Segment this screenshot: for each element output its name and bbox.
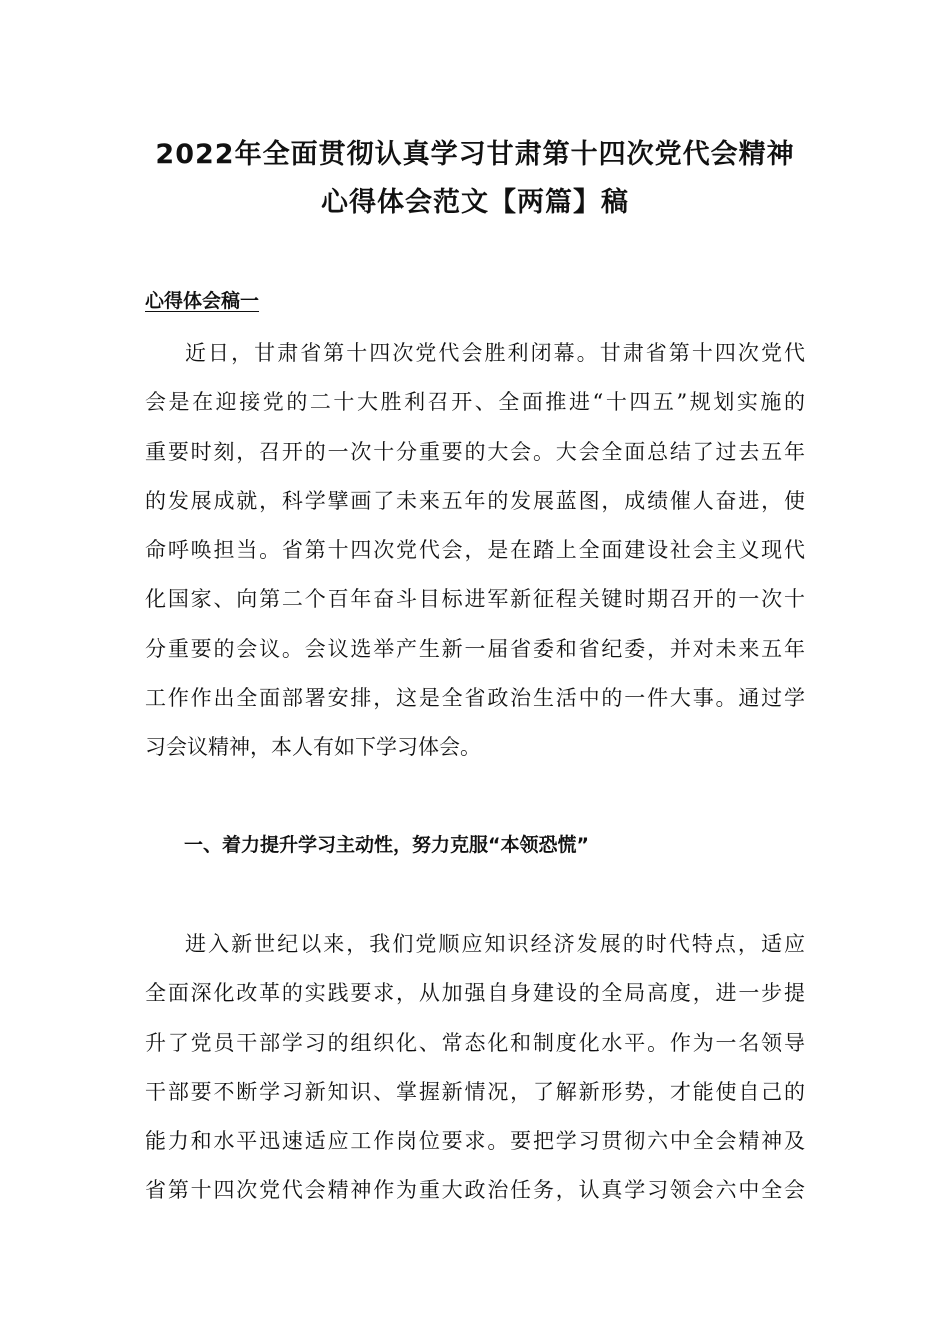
paragraph-line: 进入新世纪以来，我们党顺应知识经济发展的时代特点，适应 (185, 932, 805, 956)
paragraph-line: 省第十四次党代会精神作为重大政治任务，认真学习领会六中全会 (145, 1178, 805, 1203)
document-title-line-2: 心得体会范文【两篇】稿 (321, 187, 629, 218)
paragraph-line: 的发展成就，科学擘画了未来五年的发展蓝图，成绩催人奋进，使 (145, 488, 805, 513)
section-label: 心得体会稿一 (145, 290, 260, 312)
section-heading-1: 一、着力提升学习主动性，努力克服“本领恐慌” (184, 834, 589, 856)
paragraph-line: 全面深化改革的实践要求，从加强自身建设的全局高度，进一步提 (145, 981, 805, 1006)
paragraph-line: 近日，甘肃省第十四次党代会胜利闭幕。甘肃省第十四次党代 (185, 341, 805, 365)
paragraph-line: 习会议精神，本人有如下学习体会。 (145, 735, 481, 760)
paragraph-2 (145, 920, 805, 1216)
document-title-line-1: 2022年全面贯彻认真学习甘肃第十四次党代会精神 (155, 139, 795, 170)
paragraph-line: 工作作出全面部署安排，这是全省政治生活中的一件大事。通过学 (145, 686, 805, 711)
paragraph-line: 会是在迎接党的二十大胜利召开、全面推进“十四五”规划实施的 (145, 390, 805, 415)
paragraph-line: 命呼唤担当。省第十四次党代会，是在踏上全面建设社会主义现代 (145, 538, 805, 563)
paragraph-line: 干部要不断学习新知识、掌握新情况，了解新形势，才能使自己的 (145, 1079, 805, 1104)
paragraph-1 (145, 329, 805, 773)
paragraph-line: 能力和水平迅速适应工作岗位要求。要把学习贯彻六中全会精神及 (145, 1129, 805, 1154)
paragraph-line: 分重要的会议。会议选举产生新一届省委和省纪委，并对未来五年 (145, 636, 805, 661)
paragraph-line: 升了党员干部学习的组织化、常态化和制度化水平。作为一名领导 (145, 1030, 805, 1055)
paragraph-line: 重要时刻，召开的一次十分重要的大会。大会全面总结了过去五年 (145, 439, 805, 464)
paragraph-line: 化国家、向第二个百年奋斗目标进军新征程关键时期召开的一次十 (145, 587, 805, 612)
